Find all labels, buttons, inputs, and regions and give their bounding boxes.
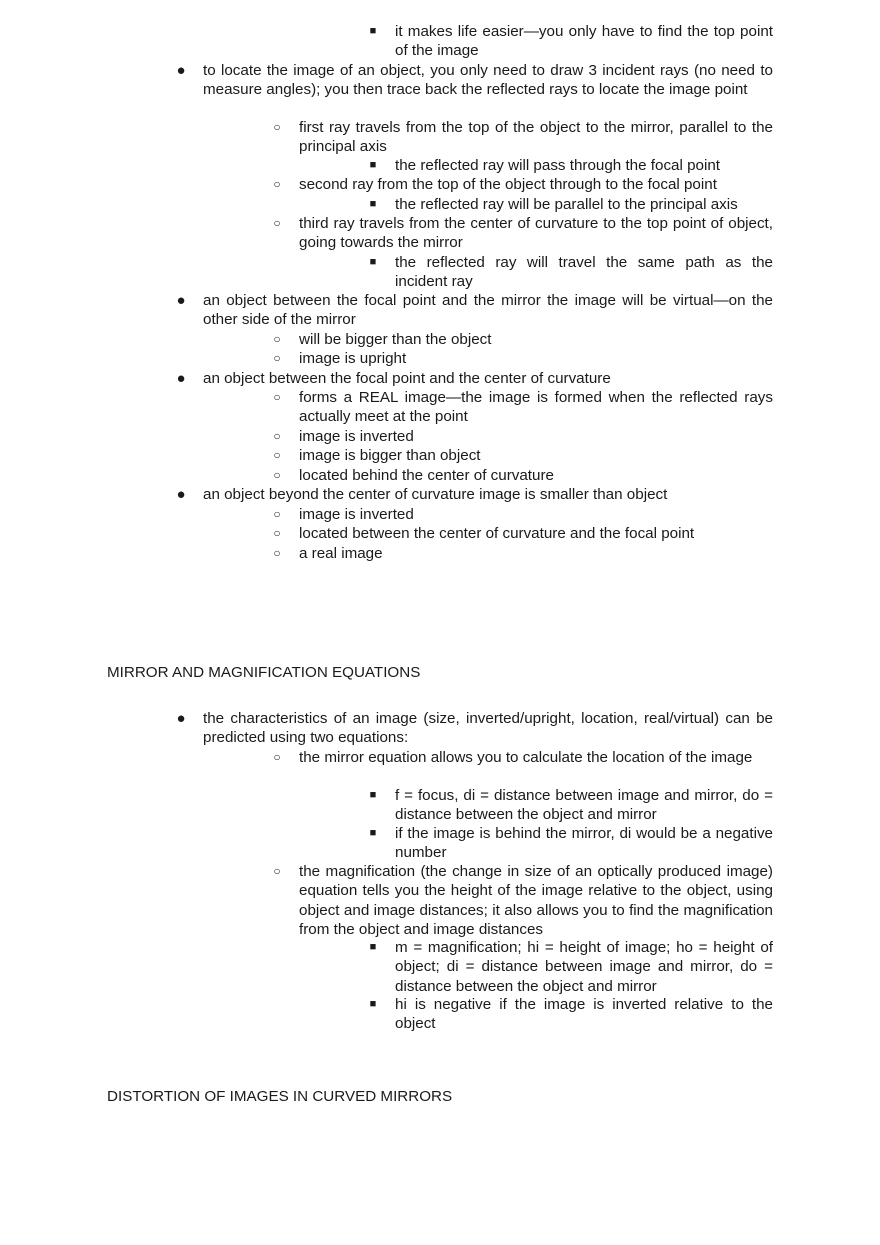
list-item-text: hi is negative if the image is inverted relative to the object xyxy=(395,996,773,1033)
list-item-text: an object between the focal point and the mirror the image will be virtual—on the other side of the mirror xyxy=(203,292,773,329)
disc-bullet-icon: ● xyxy=(176,62,186,79)
list-item-text: the magnification (the change in size of an optically produced image) equation tells you the height of the image relative to the object, using object and image distances; it also allows you to find the magnification from the object and image distances xyxy=(299,863,773,939)
list-item-text: a real image xyxy=(299,545,383,562)
square-bullet-icon: ■ xyxy=(369,256,377,268)
circle-bullet-icon: ○ xyxy=(273,429,281,443)
list-item-text: located between the center of curvature and the focal point xyxy=(299,525,695,542)
circle-bullet-icon: ○ xyxy=(273,332,281,346)
list-item xyxy=(273,214,773,253)
list-item-text: will be bigger than the object xyxy=(299,331,492,348)
list-item xyxy=(273,862,773,940)
list-item-text: first ray travels from the top of the object to the mirror, parallel to the principal axis xyxy=(299,119,773,156)
list-item xyxy=(369,22,773,61)
list-item xyxy=(273,446,773,465)
list-item xyxy=(273,349,773,368)
list-item-text: f = focus, di = distance between image and mirror, do = distance between the object and mirror xyxy=(395,787,773,824)
list-item-text: forms a REAL image—the image is formed when the reflected rays actually meet at the point xyxy=(299,389,773,426)
square-bullet-icon: ■ xyxy=(369,25,377,37)
square-bullet-icon: ■ xyxy=(369,941,377,953)
square-bullet-icon: ■ xyxy=(369,198,377,210)
list-item xyxy=(176,61,773,100)
list-item-text: image is upright xyxy=(299,350,407,367)
circle-bullet-icon: ○ xyxy=(273,177,281,191)
circle-bullet-icon: ○ xyxy=(273,468,281,482)
list-item xyxy=(273,175,773,194)
list-item xyxy=(273,427,773,446)
list-item-text: image is bigger than object xyxy=(299,447,481,464)
list-item-text: m = magnification; hi = height of image; ho = height of object; di = distance between image and mirror, do = distance between the object and mirror xyxy=(395,939,773,995)
list-item xyxy=(176,709,773,748)
list-item-text: if the image is behind the mirror, di would be a negative number xyxy=(395,825,773,862)
disc-bullet-icon: ● xyxy=(176,292,186,309)
list-item xyxy=(176,485,773,504)
circle-bullet-icon: ○ xyxy=(273,120,281,134)
list-item-text: the reflected ray will be parallel to the principal axis xyxy=(395,196,738,213)
circle-bullet-icon: ○ xyxy=(273,546,281,560)
list-item xyxy=(369,995,773,1034)
list-item xyxy=(369,195,773,214)
section-heading: MIRROR AND MAGNIFICATION EQUATIONS xyxy=(107,664,421,681)
circle-bullet-icon: ○ xyxy=(273,526,281,540)
list-item xyxy=(273,544,773,563)
disc-bullet-icon: ● xyxy=(176,486,186,503)
list-item-text: second ray from the top of the object through to the focal point xyxy=(299,176,717,193)
list-item xyxy=(369,786,773,825)
list-item xyxy=(369,824,773,863)
disc-bullet-icon: ● xyxy=(176,370,186,387)
list-item xyxy=(273,524,773,543)
section-heading: DISTORTION OF IMAGES IN CURVED MIRRORS xyxy=(107,1088,453,1105)
circle-bullet-icon: ○ xyxy=(273,390,281,404)
list-item-text: third ray travels from the center of curvature to the top point of object, going towards the mirror xyxy=(299,215,773,252)
list-item xyxy=(273,388,773,427)
circle-bullet-icon: ○ xyxy=(273,864,281,878)
list-item xyxy=(273,505,773,524)
square-bullet-icon: ■ xyxy=(369,827,377,839)
circle-bullet-icon: ○ xyxy=(273,351,281,365)
circle-bullet-icon: ○ xyxy=(273,448,281,462)
list-item xyxy=(273,330,773,349)
list-item xyxy=(176,369,773,388)
list-item xyxy=(273,748,773,767)
circle-bullet-icon: ○ xyxy=(273,507,281,521)
list-item xyxy=(369,938,773,996)
list-item-text: image is inverted xyxy=(299,506,414,523)
list-item-text: the reflected ray will pass through the focal point xyxy=(395,157,721,174)
list-item xyxy=(273,118,773,157)
list-item xyxy=(176,291,773,330)
list-item-text: the reflected ray will travel the same path as the incident ray xyxy=(395,254,773,291)
list-item xyxy=(369,156,773,175)
list-item-text: an object beyond the center of curvature image is smaller than object xyxy=(203,486,668,503)
list-item-text: the characteristics of an image (size, inverted/upright, location, real/virtual) can be predicted using two equations: xyxy=(203,710,773,747)
circle-bullet-icon: ○ xyxy=(273,216,281,230)
list-item-text: it makes life easier—you only have to find the top point of the image xyxy=(395,23,773,60)
square-bullet-icon: ■ xyxy=(369,159,377,171)
disc-bullet-icon: ● xyxy=(176,710,186,727)
list-item xyxy=(273,466,773,485)
list-item-text: image is inverted xyxy=(299,428,414,445)
list-item-text: to locate the image of an object, you only need to draw 3 incident rays (no need to measure angles); you then trace back the reflected rays to locate the image point xyxy=(203,62,773,99)
circle-bullet-icon: ○ xyxy=(273,750,281,764)
square-bullet-icon: ■ xyxy=(369,789,377,801)
list-item-text: the mirror equation allows you to calculate the location of the image xyxy=(299,749,753,766)
list-item-text: located behind the center of curvature xyxy=(299,467,554,484)
list-item-text: an object between the focal point and the center of curvature xyxy=(203,370,611,387)
list-item xyxy=(369,253,773,292)
square-bullet-icon: ■ xyxy=(369,998,377,1010)
